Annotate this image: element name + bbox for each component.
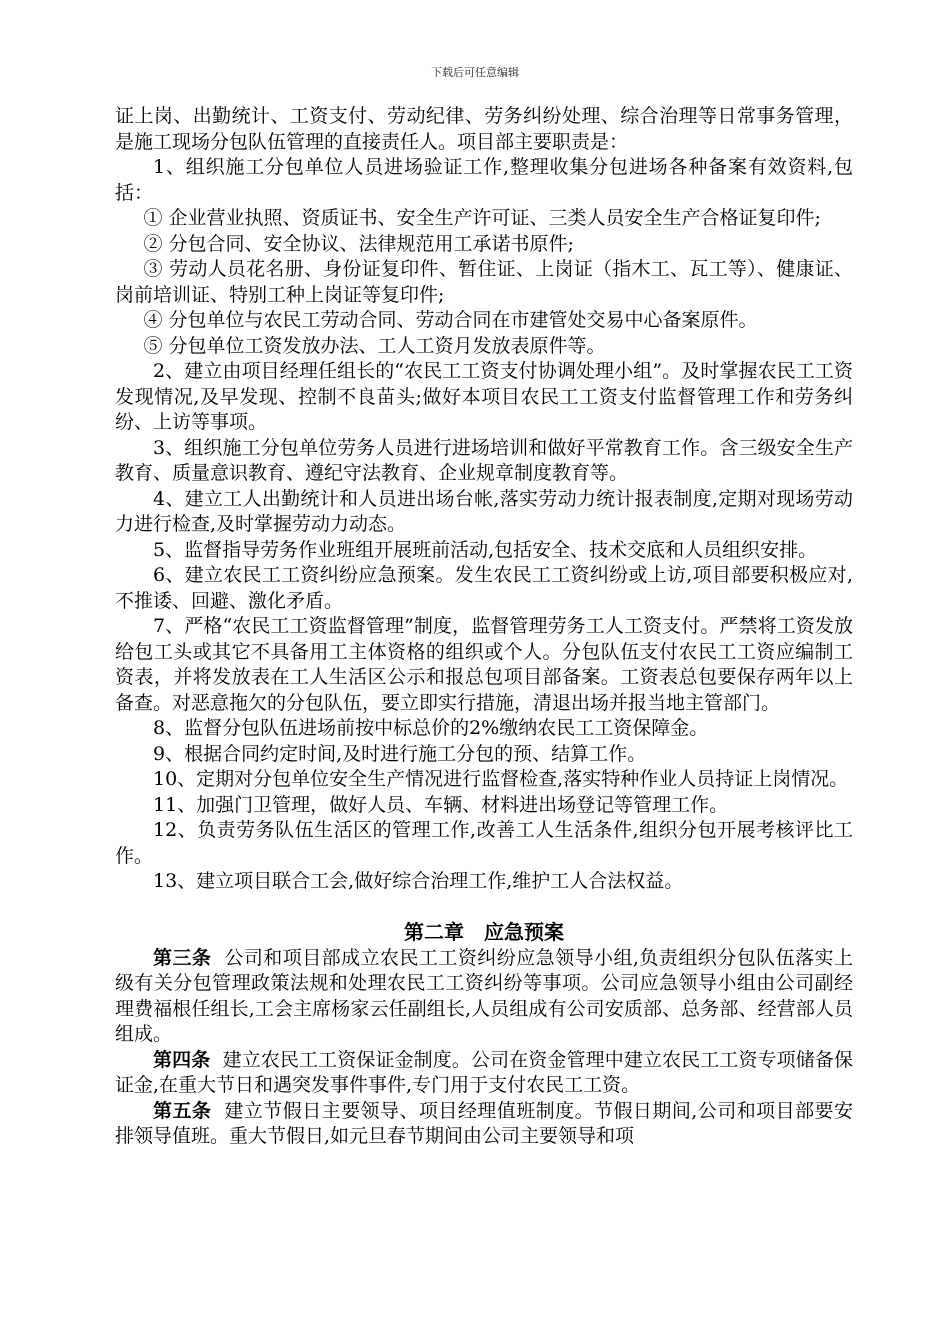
- article-label: 第三条: [153, 946, 212, 969]
- paragraph: 8、监督分包队伍进场前按中标总价的2%缴纳农民工工资保障金。: [153, 717, 709, 739]
- paragraph: 12、负责劳务队伍生活区的管理工作,改善工人生活条件,组织分包开展考核评比工作。: [115, 819, 853, 867]
- article-paragraph: [115, 946, 853, 1048]
- paragraph: 5、监督指导劳务作业班组开展班前活动,包括安全、技术交底和人员组织安排。: [153, 538, 818, 561]
- paragraph: 9、根据合同约定时间,及时进行施工分包的预、结算工作。: [153, 742, 647, 765]
- paragraph: 2、建立由项目经理任组长的“农民工工资支付协调处理小组”。及时掌握农民工工资发现情况,及早发现、控制不良苗头;做好本项目农民工工资支付监督管理工作和劳务纠纷、上访等事项。: [115, 360, 853, 433]
- page-header: 下载后可任意编辑: [431, 66, 519, 79]
- paragraph: 6、建立农民工工资纠纷应急预案。发生农民工工资纠纷或上访,项目部要积极应对,不推诿、回避、激化矛盾。: [115, 564, 853, 612]
- paragraph: 4、建立工人出勤统计和人员进出场台帐,落实劳动力统计报表制度,定期对现场劳动力进行检查,及时掌握劳动力动态。: [115, 487, 853, 535]
- paragraph: ① 企业营业执照、资质证书、安全生产许可证、三类人员安全生产合格证复印件;: [143, 207, 821, 229]
- paragraph: ② 分包合同、安全协议、法律规范用工承诺书原件;: [143, 232, 574, 255]
- article-label: 第五条: [153, 1099, 212, 1122]
- paragraph: ③ 劳动人员花名册、身份证复印件、暂住证、上岗证（指木工、瓦工等）、健康证、岗前培训证、特别工种上岗证等复印件;: [115, 258, 853, 306]
- paragraph: 证上岗、出勤统计、工资支付、劳动纪律、劳务纠纷处理、综合治理等日常事务管理，是施工现场分包队伍管理的直接责任人。项目部主要职责是：: [115, 105, 853, 153]
- paragraph: ⑤ 分包单位工资发放办法、工人工资月发放表原件等。: [143, 334, 606, 357]
- paragraph: 11、加强门卫管理，做好人员、车辆、材料进出场登记等管理工作。: [153, 793, 729, 816]
- paragraph: 13、建立项目联合工会,做好综合治理工作,维护工人合法权益。: [153, 870, 684, 892]
- paragraph: 1、组织施工分包单位人员进场验证工作,整理收集分包进场各种备案有效资料,包括：: [115, 156, 853, 204]
- article-text: 建立农民工工资保证金制度。公司在资金管理中建立农民工工资专项储备保证金,在重大节日和遇突发事件事件,专门用于支付农民工工资。: [115, 1048, 853, 1096]
- paragraph: ④ 分包单位与农民工劳动合同、劳动合同在市建管处交易中心备案原件。: [143, 309, 758, 331]
- article-text: 建立节假日主要领导、项目经理值班制度。节假日期间,公司和项目部要安排领导值班。重大节假日,如元旦春节期间由公司主要领导和项: [115, 1099, 853, 1147]
- paragraph: 10、定期对分包单位安全生产情况进行监督检查,落实特种作业人员持证上岗情况。: [153, 768, 849, 790]
- article-paragraph: [115, 1048, 853, 1099]
- article-text: 公司和项目部成立农民工工资纠纷应急领导小组,负责组织分包队伍落实上级有关分包管理政策法规和处理农民工工资纠纷等事项。公司应急领导小组由公司副经理费福根任组长,工会主席杨家云任副组长,人员组成有公司安质部、总务部、经营部人员组成。: [115, 946, 853, 1045]
- paragraph: 7、严格“农民工工资监督管理”制度，监督管理劳务工人工资支付。严禁将工资发放给包工头或其它不具备用工主体资格的组织或个人。分包队伍支付农民工工资应编制工资表，并将发放表在工人生活区公示和报总包项目部备案。工资表总包要保存两年以上备查。对恶意拖欠的分包队伍，要立即实行措施，清退出场并报当地主管部门。: [115, 615, 853, 714]
- paragraph: 3、组织施工分包单位劳务人员进行进场培训和做好平常教育工作。含三级安全生产教育、质量意识教育、遵纪守法教育、企业规章制度教育等。: [115, 436, 853, 484]
- document-body: [115, 104, 853, 1150]
- article-paragraph: [115, 1099, 853, 1150]
- chapter-title: 第二章 应急预案: [404, 919, 564, 944]
- article-label: 第四条: [153, 1048, 211, 1071]
